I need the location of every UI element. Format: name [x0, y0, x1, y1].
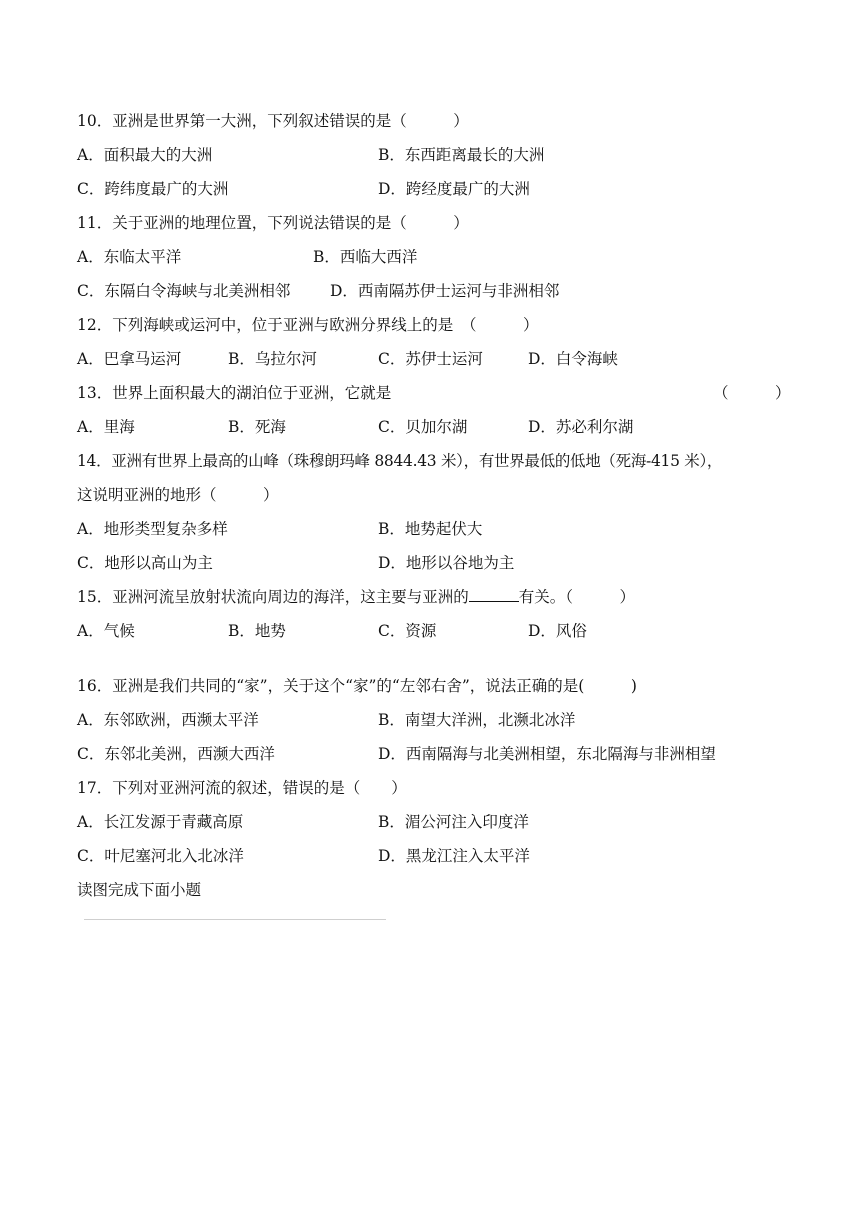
- question-16-stem: 16．亚洲是我们共同的“家”，关于这个“家”的“左邻右舍”，说法正确的是( ): [77, 677, 637, 695]
- q15-stem-after: 有关。（ ）: [518, 588, 635, 606]
- q17-option-c[interactable]: C．叶尼塞河北入北冰洋: [77, 847, 244, 865]
- q10-option-b[interactable]: B．东西距离最长的大洲: [378, 146, 545, 164]
- q11-option-d[interactable]: D．西南隔苏伊士运河与非洲相邻: [330, 282, 560, 300]
- question-15-stem: [77, 587, 635, 607]
- q13-option-a[interactable]: A．里海: [77, 418, 135, 436]
- q12-option-b[interactable]: B．乌拉尔河: [228, 350, 317, 368]
- q17-option-b[interactable]: B．湄公河注入印度洋: [378, 813, 529, 831]
- question-17-stem: 17．下列对亚洲河流的叙述，错误的是（ ）: [77, 779, 407, 797]
- q16-option-d[interactable]: D．西南隔海与北美洲相望，东北隔海与非洲相望: [378, 745, 716, 763]
- q11-option-a[interactable]: A．东临太平洋: [77, 248, 182, 266]
- question-14-stem: 14．亚洲有世界上最高的山峰（珠穆朗玛峰 8844.43 米），有世界最低的低地（死海-415 米），: [77, 452, 723, 470]
- q13-answer-paren: （ ）: [713, 384, 791, 402]
- q14-option-c[interactable]: C．地形以高山为主: [77, 554, 213, 572]
- q10-option-a[interactable]: A．面积最大的大洲: [77, 146, 213, 164]
- q16-option-a[interactable]: A．东邻欧洲，西濒太平洋: [77, 711, 259, 729]
- map-instruction: 读图完成下面小题: [77, 881, 202, 899]
- q11-option-b[interactable]: B．西临大西洋: [313, 248, 418, 266]
- q16-option-b[interactable]: B．南望大洋洲，北濒北冰洋: [378, 711, 576, 729]
- question-13-stem: 13．世界上面积最大的湖泊位于亚洲，它就是: [77, 384, 392, 402]
- q10-option-c[interactable]: C．跨纬度最广的大洲: [77, 180, 229, 198]
- q10-option-d[interactable]: D．跨经度最广的大洲: [378, 180, 530, 198]
- q12-option-c[interactable]: C．苏伊士运河: [378, 350, 483, 368]
- q15-option-a[interactable]: A．气候: [77, 622, 135, 640]
- q17-option-d[interactable]: D．黑龙江注入太平洋: [378, 847, 530, 865]
- q14-option-d[interactable]: D．地形以谷地为主: [378, 554, 515, 572]
- q16-option-c[interactable]: C．东邻北美洲，西濒大西洋: [77, 745, 275, 763]
- q12-option-a[interactable]: A．巴拿马运河: [77, 350, 182, 368]
- q11-option-c[interactable]: C．东隔白令海峡与北美洲相邻: [77, 282, 291, 300]
- q13-option-b[interactable]: B．死海: [228, 418, 286, 436]
- q15-fill-blank[interactable]: [469, 587, 519, 602]
- q17-option-a[interactable]: A．长江发源于青藏高原: [77, 813, 244, 831]
- question-10-stem: 10．亚洲是世界第一大洲，下列叙述错误的是（ ）: [77, 112, 469, 130]
- question-11-stem: 11．关于亚洲的地理位置，下列说法错误的是（ ）: [77, 214, 469, 232]
- map-image-top-edge: [84, 919, 386, 920]
- q14-option-b[interactable]: B．地势起伏大: [378, 520, 483, 538]
- q13-option-d[interactable]: D．苏必利尔湖: [528, 418, 634, 436]
- q15-option-b[interactable]: B．地势: [228, 622, 286, 640]
- q15-option-c[interactable]: C．资源: [378, 622, 437, 640]
- q12-option-d[interactable]: D．白令海峡: [528, 350, 618, 368]
- question-12-stem: 12．下列海峡或运河中，位于亚洲与欧洲分界线上的是 （ ）: [77, 316, 539, 334]
- question-14-stem-continued: 这说明亚洲的地形（ ）: [77, 486, 279, 504]
- q14-option-a[interactable]: A．地形类型复杂多样: [77, 520, 228, 538]
- q13-option-c[interactable]: C．贝加尔湖: [378, 418, 468, 436]
- q15-stem-before: 15．亚洲河流呈放射状流向周边的海洋，这主要与亚洲的: [77, 588, 469, 606]
- q15-option-d[interactable]: D．风俗: [528, 622, 587, 640]
